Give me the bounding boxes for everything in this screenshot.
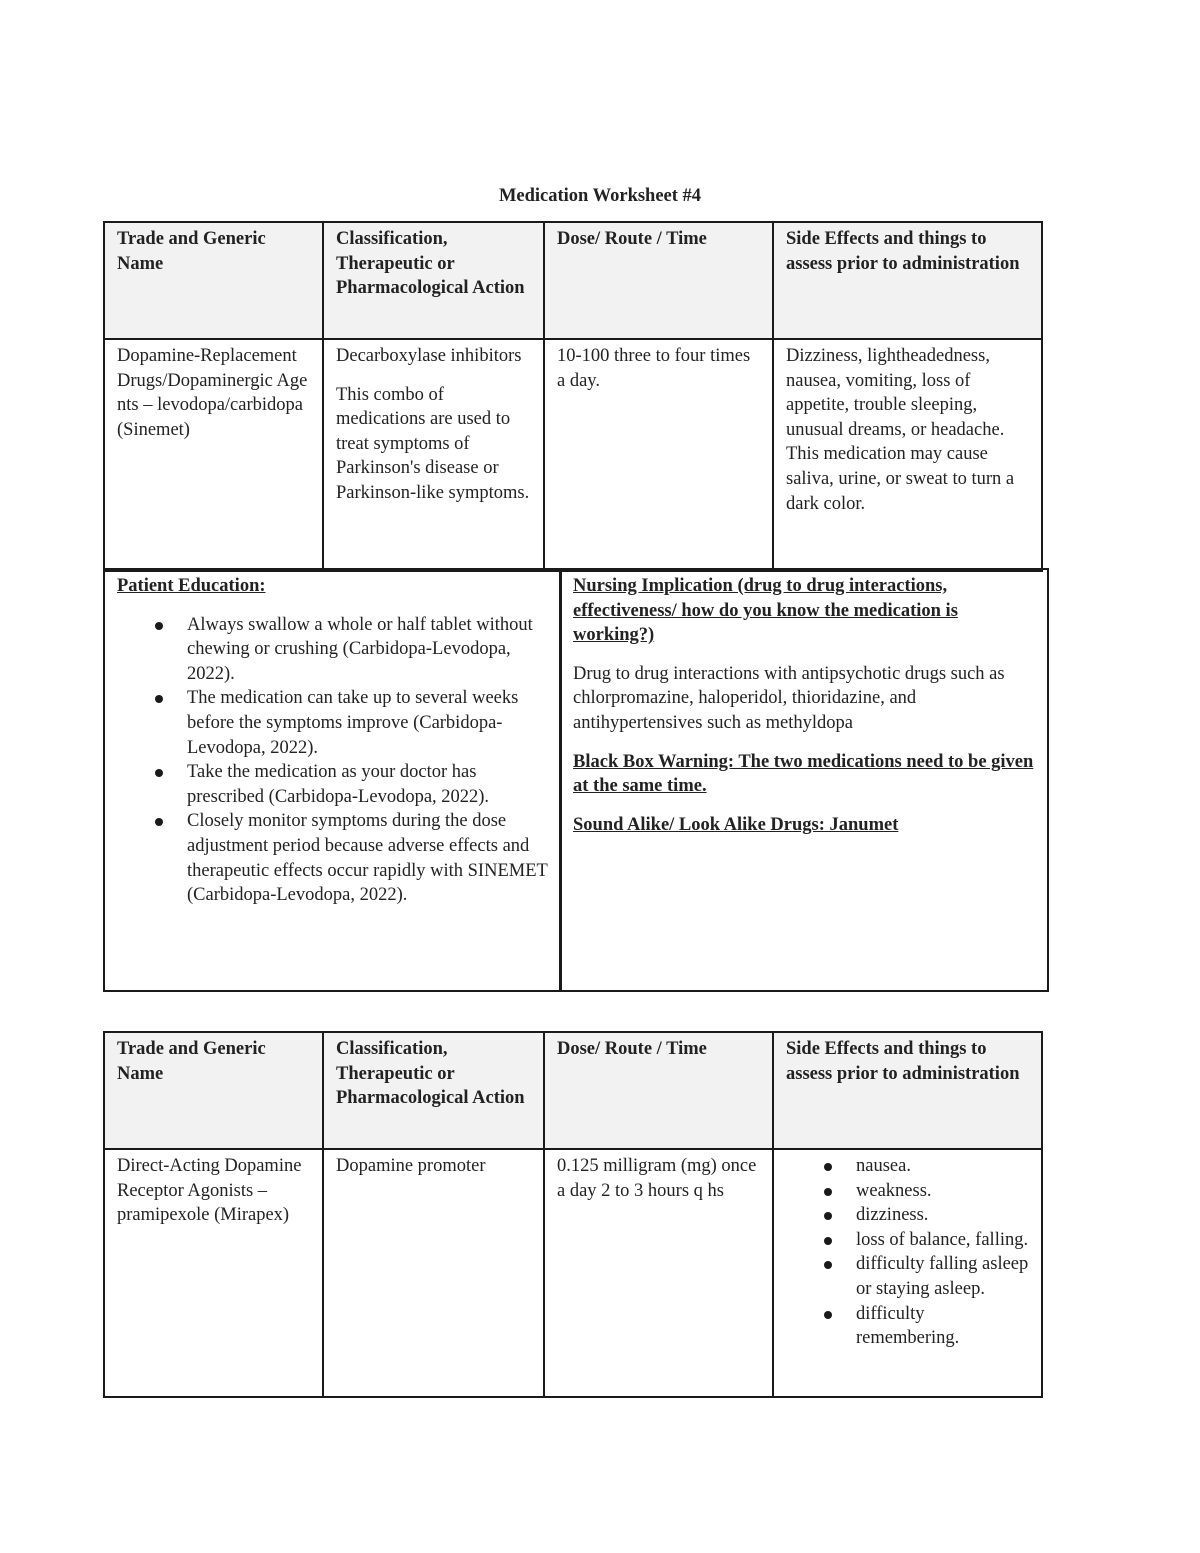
drug-name-cell: Dopamine-Replacement Drugs/Dopaminergic Agents – levodopa/carbidopa (Sinemet) xyxy=(104,339,323,571)
list-item: difficulty falling asleep or staying asleep. xyxy=(786,1252,1029,1301)
drug-name-cell: Direct-Acting Dopamine Receptor Agonists – pramipexole (Mirapex) xyxy=(104,1149,323,1397)
list-item: Take the medication as your doctor has prescribed (Carbidopa-Levodopa, 2022). xyxy=(117,760,548,809)
side-effects-text: Dizziness, lightheadedness, nausea, vomiting, loss of appetite, trouble sleeping, unusual dreams, or headache. xyxy=(786,346,1005,440)
list-item: dizziness. xyxy=(786,1203,1029,1228)
patient-education-list xyxy=(117,613,548,908)
page-title: Medication Worksheet #4 xyxy=(498,186,702,206)
classification-note: This combo of medications are used to treat symptoms of Parkinson's disease or Parkinson-like symptoms. xyxy=(336,384,530,503)
nursing-implication-box xyxy=(559,568,1049,992)
list-item: nausea. xyxy=(786,1154,1029,1179)
dose-cell: 10-100 three to four times a day. xyxy=(544,339,773,571)
classification-cell: Dopamine promoter xyxy=(323,1149,544,1397)
list-item: The medication can take up to several weeks before the symptoms improve (Carbidopa-Levodopa, 2022). xyxy=(117,686,548,760)
header-dose: Dose/ Route / Time xyxy=(544,1032,773,1149)
header-classification: Classification, Therapeutic or Pharmacological Action xyxy=(323,1032,544,1149)
patient-education-heading: Patient Education: xyxy=(117,576,266,596)
nursing-implication-heading: Nursing Implication (drug to drug interactions, effectiveness/ how do you know the medication is working?) xyxy=(573,576,958,646)
header-name: Trade and Generic Name xyxy=(104,222,323,339)
medication-table-1 xyxy=(103,221,1043,572)
side-effects-cell xyxy=(773,339,1042,571)
list-item: Closely monitor symptoms during the dose adjustment period because adverse effects and therapeutic effects occur rapidly with SINEMET (Carbidopa-Levodopa, 2022). xyxy=(117,809,548,907)
table-row xyxy=(104,1149,1042,1397)
table-row xyxy=(104,339,1042,571)
list-item: Always swallow a whole or half tablet without chewing or crushing (Carbidopa-Levodopa, 2022). xyxy=(117,613,548,687)
list-item: difficulty remembering. xyxy=(786,1302,1029,1351)
patient-education-box xyxy=(103,568,562,992)
header-dose: Dose/ Route / Time xyxy=(544,222,773,339)
list-item: weakness. xyxy=(786,1179,1029,1204)
header-side-effects: Side Effects and things to assess prior to administration xyxy=(773,1032,1042,1149)
dose-cell: 0.125 milligram (mg) once a day 2 to 3 hours q hs xyxy=(544,1149,773,1397)
black-box-warning: Black Box Warning: The two medications need to be given at the same time. xyxy=(573,751,1034,797)
header-row xyxy=(104,222,1042,339)
medication-table-2 xyxy=(103,1031,1043,1398)
side-effects-cell xyxy=(773,1149,1042,1397)
side-effects-list xyxy=(786,1154,1029,1351)
header-name: Trade and Generic Name xyxy=(104,1032,323,1149)
classification-text: Decarboxylase inhibitors xyxy=(336,346,522,366)
header-row xyxy=(104,1032,1042,1149)
side-effects-note: This medication may cause saliva, urine, or sweat to turn a dark color. xyxy=(786,444,1015,514)
header-classification: Classification, Therapeutic or Pharmacological Action xyxy=(323,222,544,339)
header-side-effects: Side Effects and things to assess prior to administration xyxy=(773,222,1042,339)
sound-alike-drugs: Sound Alike/ Look Alike Drugs: Janumet xyxy=(573,814,899,835)
drug-interactions-text: Drug to drug interactions with antipsychotic drugs such as chlorpromazine, haloperidol, thioridazine, and antihypertensives such as methyldopa xyxy=(573,663,1005,733)
classification-cell xyxy=(323,339,544,571)
list-item: loss of balance, falling. xyxy=(786,1228,1029,1253)
